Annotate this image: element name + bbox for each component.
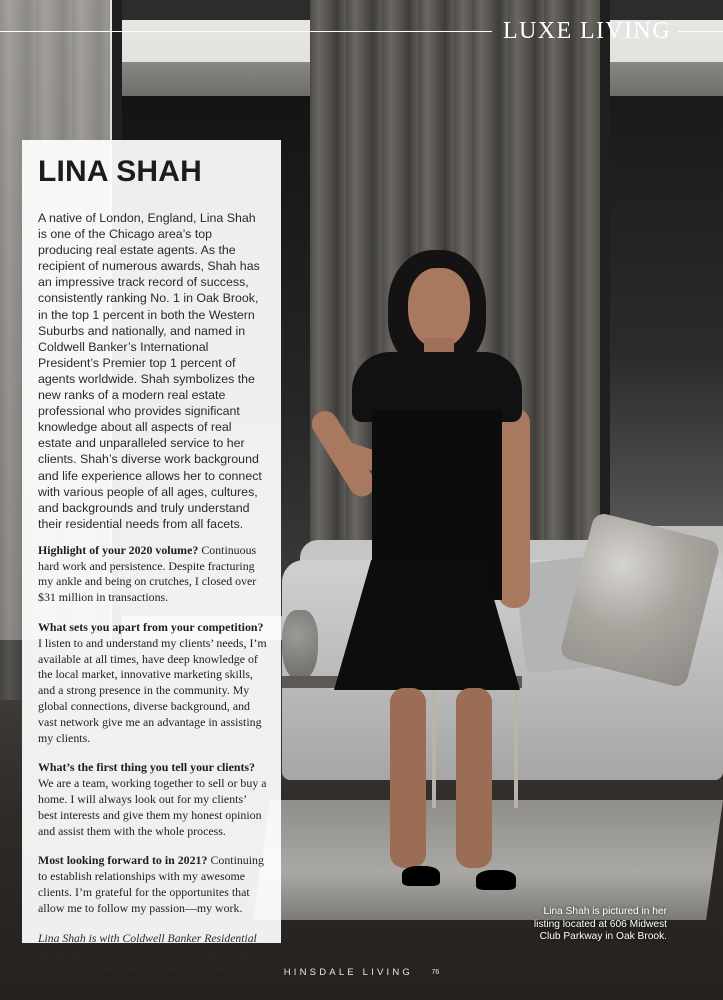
person-right-leg (456, 688, 492, 868)
qa-question: What’s the first thing you tell your clients? (38, 760, 255, 775)
header-rule-right (678, 31, 723, 32)
qa-answer: Continuing to establish relationships with my awesome clients. I’m grateful for the opportunites that allow me to follow my passion—my work. (38, 853, 264, 915)
qa-item (38, 543, 267, 606)
qa-question: Most looking forward to in 2021? (38, 853, 208, 868)
page-number: 76 (431, 969, 440, 976)
article-title: LINA SHAH (38, 155, 203, 188)
table-leg (514, 688, 518, 808)
article-closing-note: Lina Shah is with Coldwell Banker Residential Brokerage in Oak Brook. For more information, call 312-593-4818 or visit linashah.com. (38, 931, 264, 976)
person-face (408, 268, 470, 348)
publication-name: HINSDALE LIVING (283, 967, 414, 978)
qa-item (38, 760, 267, 839)
qa-item (38, 620, 267, 746)
qa-question: Highlight of your 2020 volume? (38, 542, 199, 557)
left-shoe (402, 866, 440, 886)
table-leg (432, 688, 436, 808)
right-shoe (476, 870, 516, 890)
person-left-leg (390, 688, 426, 868)
qa-question: What sets you apart from your competition? (38, 620, 264, 635)
qa-item (38, 853, 267, 916)
header-rule-left (0, 31, 492, 32)
photo-caption: Lina Shah is pictured in her listing located at 606 Midwest Club Parkway in Oak Brook. (533, 906, 667, 943)
person-right-arm (498, 408, 530, 608)
section-title: LUXE LIVING (502, 18, 671, 44)
vase (282, 610, 318, 680)
article-intro: A native of London, England, Lina Shah is one of the Chicago area’s top producing real estate agents. As the recipient of numerous awards, Shah has an impressive track record of success, consistently ranking No. 1 in Oak Brook, in the top 1 percent in both the Western Suburbs and nationally, and named in Coldwell Banker’s International President’s Premier top 1 percent of agents worldwide. Shah symbolizes the new ranks of a modern real estate professional who provides significant knowledge about all aspects of real estate and unparalleled service to her clients. Shah’s diverse work background and life experience allows her to connect with various people of all ages, cultures, and backgrounds and truly understand their residential needs from all facets. (38, 211, 262, 531)
article-panel (22, 140, 281, 976)
qa-answer: Continuous hard work and persistence. Despite fracturing my ankle and being on crutches, I closed over $31 million in transactions. (38, 542, 257, 605)
page-footer (0, 962, 723, 982)
window-pane-right (598, 96, 723, 526)
qa-answer: I listen to and understand my clients’ needs, I’m available at all times, have deep knowledge of the local market, innovative marketing skills, and a strong presence in the community. My global connections, diverse background, and vast network give me an advantage in assisting my clients. (38, 635, 267, 745)
qa-answer: We are a team, working together to sell or buy a home. I will always look out for my clients’ best interests and give them my honest opinion and assist them with the whole process. (38, 776, 267, 838)
